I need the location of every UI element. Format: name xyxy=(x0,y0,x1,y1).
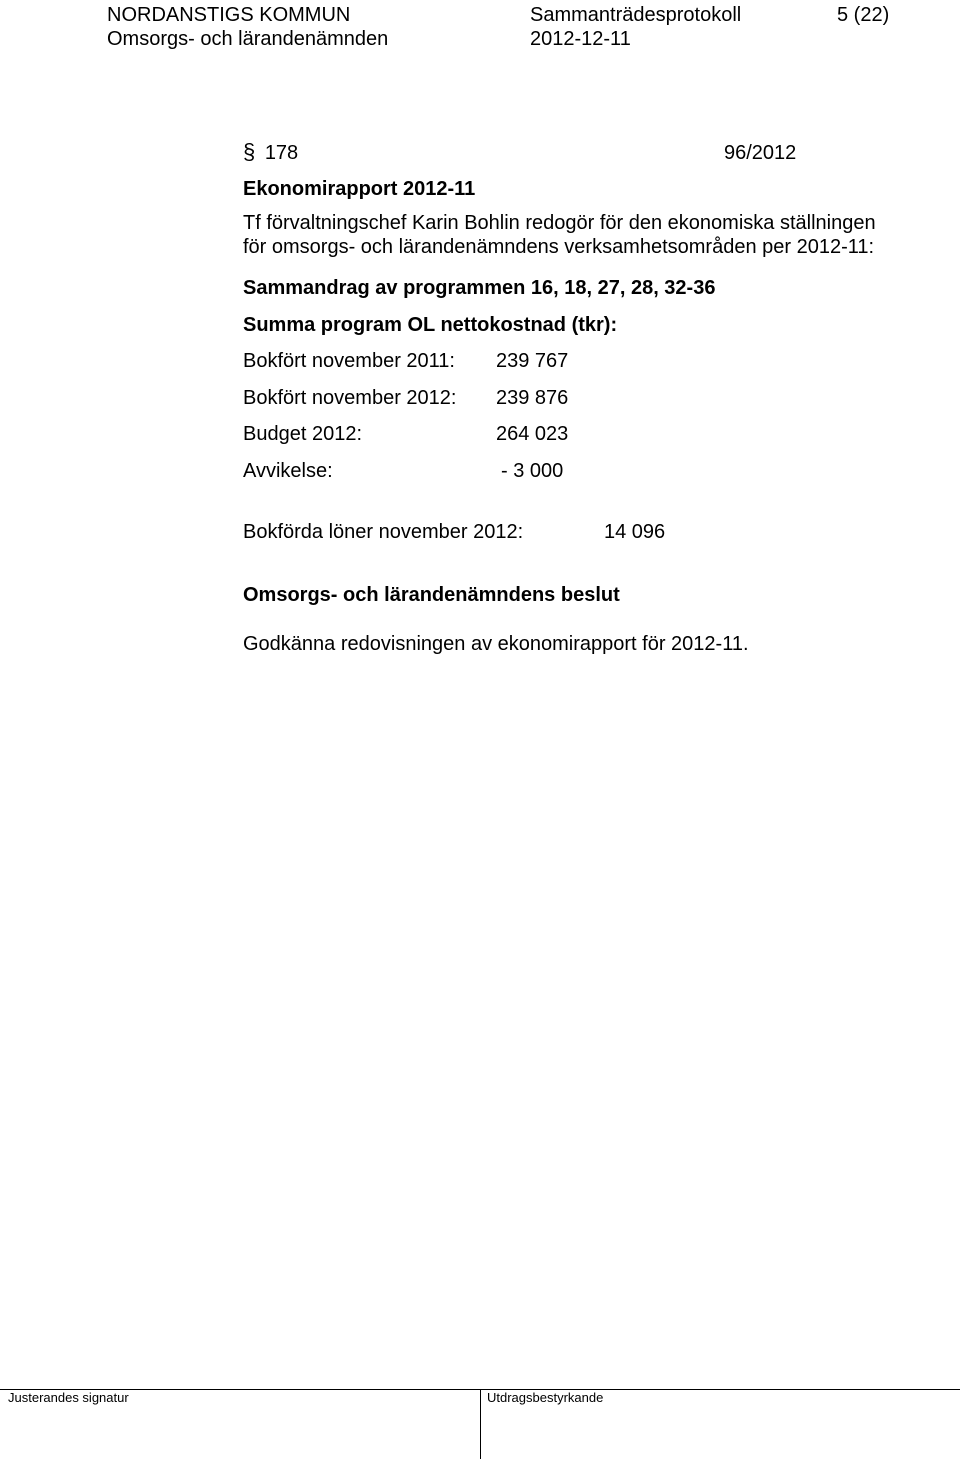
decision-heading: Omsorgs- och lärandenämndens beslut xyxy=(243,584,620,606)
decision-text: Godkänna redovisningen av ekonomirapport för 2012-11. xyxy=(243,633,749,655)
header-date: 2012-12-11 xyxy=(530,28,631,50)
salaries-label: Bokförda löner november 2012: xyxy=(243,521,524,543)
summary-subheading: Summa program OL nettokostnad (tkr): xyxy=(243,314,618,336)
row-label-nov-2011: Bokfört november 2011: xyxy=(243,350,455,372)
row-value-deviation: - 3 000 xyxy=(501,460,564,482)
header-committee: Omsorgs- och lärandenämnden xyxy=(107,28,389,50)
header-document-type: Sammanträdesprotokoll xyxy=(530,4,742,26)
summary-heading: Sammandrag av programmen 16, 18, 27, 28, 32-36 xyxy=(243,277,716,299)
salaries-value: 14 096 xyxy=(604,521,666,543)
paragraph-symbol: § xyxy=(243,139,256,164)
row-value-nov-2011: 239 767 xyxy=(496,350,569,372)
intro-line-1: Tf förvaltningschef Karin Bohlin redogör för den ekonomiska ställningen xyxy=(243,212,876,234)
section-title: Ekonomirapport 2012-11 xyxy=(243,178,476,200)
row-value-budget-2012: 264 023 xyxy=(496,423,569,445)
intro-line-2: för omsorgs- och lärandenämndens verksamhetsområden per 2012-11: xyxy=(243,236,875,258)
header-page-number: 5 (22) xyxy=(837,4,890,26)
section-number: 178 xyxy=(264,142,299,164)
header-organization: NORDANSTIGS KOMMUN xyxy=(107,4,351,26)
footer-column-divider xyxy=(480,1389,481,1459)
row-label-budget-2012: Budget 2012: xyxy=(243,423,362,445)
row-value-nov-2012: 239 876 xyxy=(496,387,569,409)
footer-signature-label: Justerandes signatur xyxy=(8,1390,129,1405)
footer-certification-label: Utdragsbestyrkande xyxy=(487,1390,604,1405)
section-number-line xyxy=(243,140,298,165)
case-number: 96/2012 xyxy=(724,142,797,164)
row-label-deviation: Avvikelse: xyxy=(243,460,333,482)
row-label-nov-2012: Bokfört november 2012: xyxy=(243,387,457,409)
